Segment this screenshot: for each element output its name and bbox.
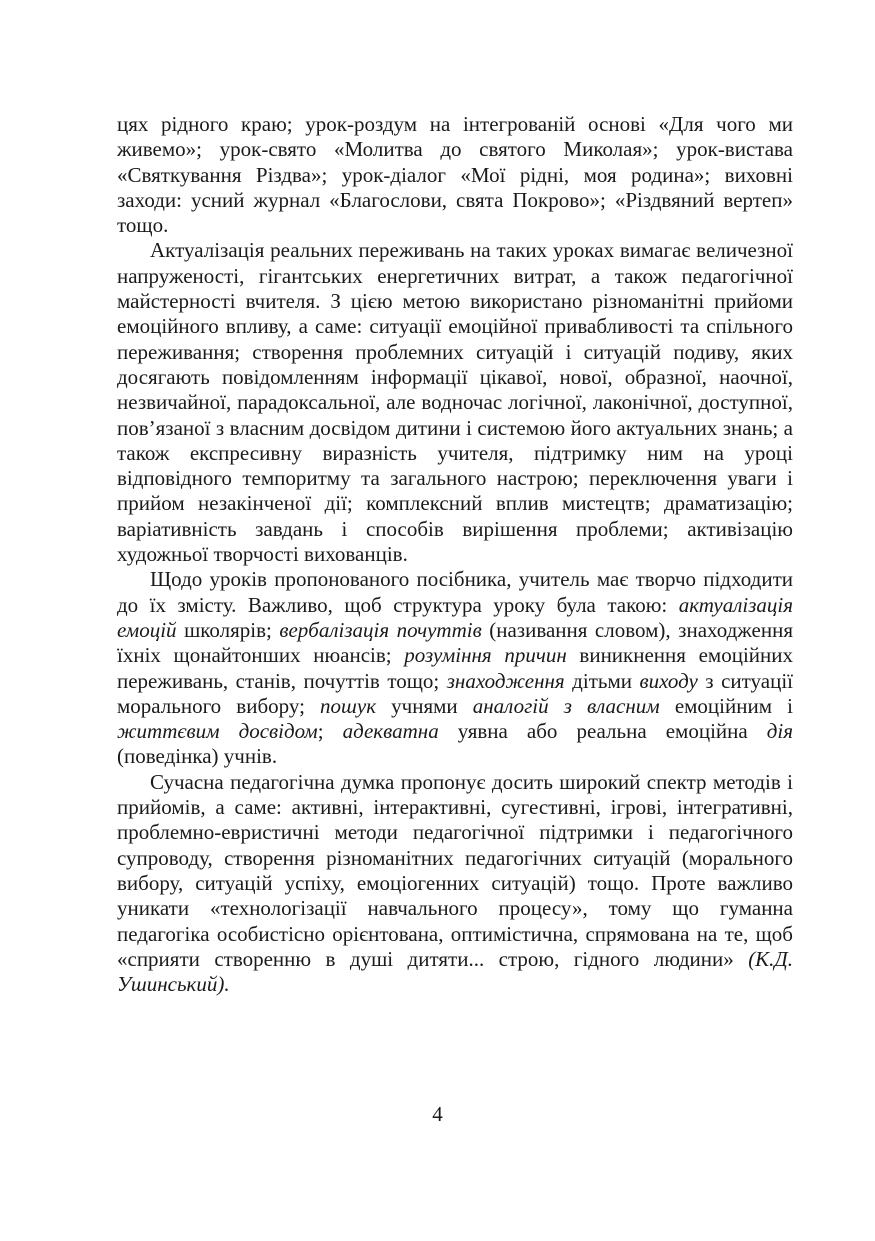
italic-term: розуміння причин — [404, 643, 567, 668]
italic-term: пошук — [320, 693, 377, 718]
text-run: цях рідного краю; урок-роздум на інтегрованій основі «Для чого ми живемо»; урок-свято «Молитва до святого Миколая»; урок-вистава «Святкування Різдва»; урок-діалог «Мої рідні, моя родина»; виховні заходи: усний журнал «Благослови, свята Покрово»; «Різдвяний вертеп» тощо. — [117, 112, 793, 238]
paragraph-1 — [117, 112, 793, 238]
text-run: учнями — [376, 693, 473, 718]
text-run: з ситуації морального вибору; — [117, 668, 793, 718]
italic-term: аналогій з власним — [472, 693, 660, 718]
text-run: емоційним і — [659, 693, 793, 718]
italic-term: життєвим досвідом — [117, 719, 318, 744]
italic-term: дія — [766, 719, 793, 744]
text-run: ; — [317, 719, 343, 744]
text-run: виникнення емоційних переживань, станів, почуттів тощо; — [117, 643, 793, 693]
text-run: Щодо уроків пропонованого посібника, учитель має творчо підходити до їх змісту. Важливо, щоб структура уроку була такою: — [117, 567, 793, 617]
paragraph-3 — [117, 567, 793, 769]
italic-term: знаходження — [446, 668, 565, 693]
italic-term: виходу — [639, 668, 698, 693]
citation: (К.Д. Ушинський). — [117, 946, 793, 997]
text-run: (називання словом), знаходження їхніх щонайтонших нюансів; — [117, 617, 793, 668]
italic-term: вербалізація почуттів — [279, 617, 482, 642]
paragraph-4 — [117, 770, 793, 998]
text-run: уявна або реальна емоційна — [438, 719, 767, 744]
text-run: Актуалізація реальних переживань на таких уроках вимагає величезної напруженості, гігантських енергетичних витрат, а також педагогічної майстерності вчителя. З цією метою використано різноманітні прийоми емоційного впливу, а саме: ситуації емоційної привабливості та спільного переживання; створення проблемних ситуацій і ситуацій подиву, яких досягають повідомленням інформації цікавої, нової, образної, наочної, незвичайної, парадоксальної, але водночас логічної, лаконічної, доступної, пов’язаної з власним досвідом дитини і системою його актуальних знань; а також експресивну виразність учителя, підтримку ним на уроці відповідного темпоритму та загального настрою; переключення уваги і прийом незакінченої дії; комплексний вплив мистецтв; драматизацію; варіативність завдань і способів вирішення проблеми; активізацію художньої творчості вихованців. — [117, 238, 793, 567]
italic-term: актуалізація емоцій — [117, 592, 793, 642]
page-number: 4 — [432, 1102, 443, 1126]
text-run: (поведінка) учнів. — [117, 744, 278, 769]
text-run: дітьми — [564, 668, 640, 693]
paragraph-2 — [117, 238, 793, 567]
page-body — [117, 112, 793, 997]
text-run: Сучасна педагогічна думка пропонує досить широкий спектр методів і прийомів, а саме: активні, інтерактивні, сугестивні, ігрові, інтегративні, проблемно-евристичні методи педагогічної підтримки і педагогічного супроводу, створення різноманітних педагогічних ситуацій (морального вибору, ситуацій успіху, емоціогенних ситуацій) тощо. Проте важливо уникати «технологізації навчального процесу», тому що гуманна педагогіка особистісно орієнтована, оптимістична, спрямована на те, щоб «сприяти створенню в душі дитяти... строю, гідного людини» — [117, 769, 793, 971]
italic-term: адекватна — [342, 719, 439, 744]
text-run: школярів; — [176, 617, 280, 642]
